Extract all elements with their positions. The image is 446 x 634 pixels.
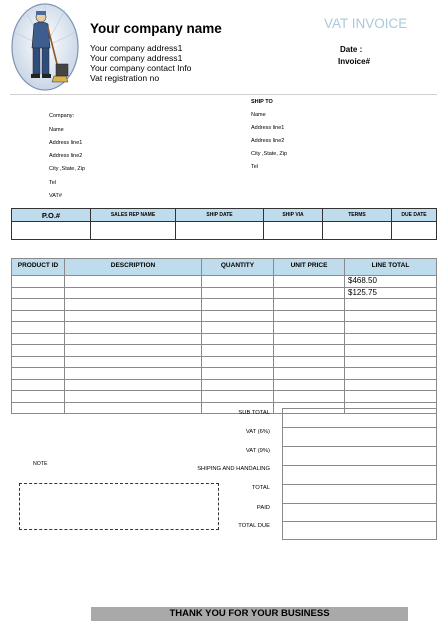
totals-divider [282, 484, 437, 485]
table-row [12, 368, 437, 380]
table-row [12, 276, 437, 288]
company-logo [10, 2, 80, 92]
po-cell[interactable] [12, 222, 91, 240]
table-row [12, 391, 437, 403]
col-header-ship-via: SHIP VIA [264, 209, 323, 222]
col-header-line-total: LINE TOTAL [345, 259, 437, 276]
bill-to-company: Company: [49, 113, 75, 119]
ship-date-cell[interactable] [176, 222, 264, 240]
total-label: TOTAL [251, 485, 270, 491]
bill-to-city: City ,State, Zip [49, 166, 86, 172]
col-header-ship-date: SHIP DATE [176, 209, 264, 222]
totals-divider [282, 465, 437, 466]
table-row [12, 345, 437, 357]
ship-to-name: Name [251, 112, 266, 118]
col-header-quantity: QUANTITY [202, 259, 274, 276]
col-header-sales-rep: SALES REP NAME [91, 209, 176, 222]
date-label: Date : [340, 45, 363, 54]
document-title: VAT INVOICE [324, 16, 408, 31]
ship-to-title: SHIP TO [251, 99, 273, 105]
col-header-product-id: PRODUCT ID [12, 259, 65, 276]
table-row [12, 322, 437, 334]
paid-label: PAID [256, 505, 270, 511]
ship-to-city: City ,State, Zip [251, 151, 288, 157]
thank-you-banner: THANK YOU FOR YOUR BUSINESS [91, 607, 408, 621]
invoice-number-label: Invoice# [338, 57, 371, 66]
bill-to-tel: Tel [49, 180, 57, 186]
bill-to-address1: Address line1 [49, 140, 83, 146]
vat-9-label: VAT (9%) [245, 448, 270, 454]
table-row [12, 310, 437, 322]
ship-to-address2: Address line2 [251, 138, 285, 144]
bill-to-vat: VAT# [49, 193, 62, 199]
note-box[interactable] [19, 483, 219, 530]
due-date-cell[interactable] [392, 222, 437, 240]
col-header-due-date: DUE DATE [392, 209, 437, 222]
line-items-table [11, 258, 437, 414]
bill-to-name: Name [49, 127, 64, 133]
vat-registration-line: Vat registration no [90, 73, 160, 83]
ship-to-tel: Tel [251, 164, 259, 170]
totals-divider [282, 503, 437, 504]
col-header-description: DESCRIPTION [65, 259, 202, 276]
ship-to-address1: Address line1 [251, 125, 285, 131]
table-row [12, 299, 437, 311]
header-divider [10, 94, 437, 95]
line-total-cell[interactable]: $125.75 [345, 287, 437, 299]
total-due-label: TOTAL DUE [238, 523, 270, 529]
terms-cell[interactable] [323, 222, 392, 240]
col-header-po: P.O.# [12, 209, 91, 222]
subtotal-label: SUB TOTAL [238, 410, 270, 416]
company-address-line: Your company address1 [90, 43, 183, 53]
ship-via-cell[interactable] [264, 222, 323, 240]
company-contact-line: Your company contact Info [90, 63, 192, 73]
totals-divider [282, 521, 437, 522]
table-row [12, 333, 437, 345]
vat-6-label: VAT (6%) [245, 429, 270, 435]
table-row [12, 379, 437, 391]
col-header-terms: TERMS [323, 209, 392, 222]
company-address-line: Your company address1 [90, 53, 183, 63]
bill-to-address2: Address line2 [49, 153, 83, 159]
line-total-cell[interactable]: $468.50 [345, 276, 437, 288]
col-header-unit-price: UNIT PRICE [274, 259, 345, 276]
totals-divider [282, 427, 437, 428]
shipping-label: SHIPING AND HANDALING [197, 466, 270, 472]
totals-divider [282, 446, 437, 447]
table-row [12, 356, 437, 368]
company-name: Your company name [90, 21, 222, 36]
note-label: NOTE [33, 461, 48, 467]
sales-rep-cell[interactable] [91, 222, 176, 240]
order-info-table [11, 208, 437, 240]
table-row [12, 287, 437, 299]
